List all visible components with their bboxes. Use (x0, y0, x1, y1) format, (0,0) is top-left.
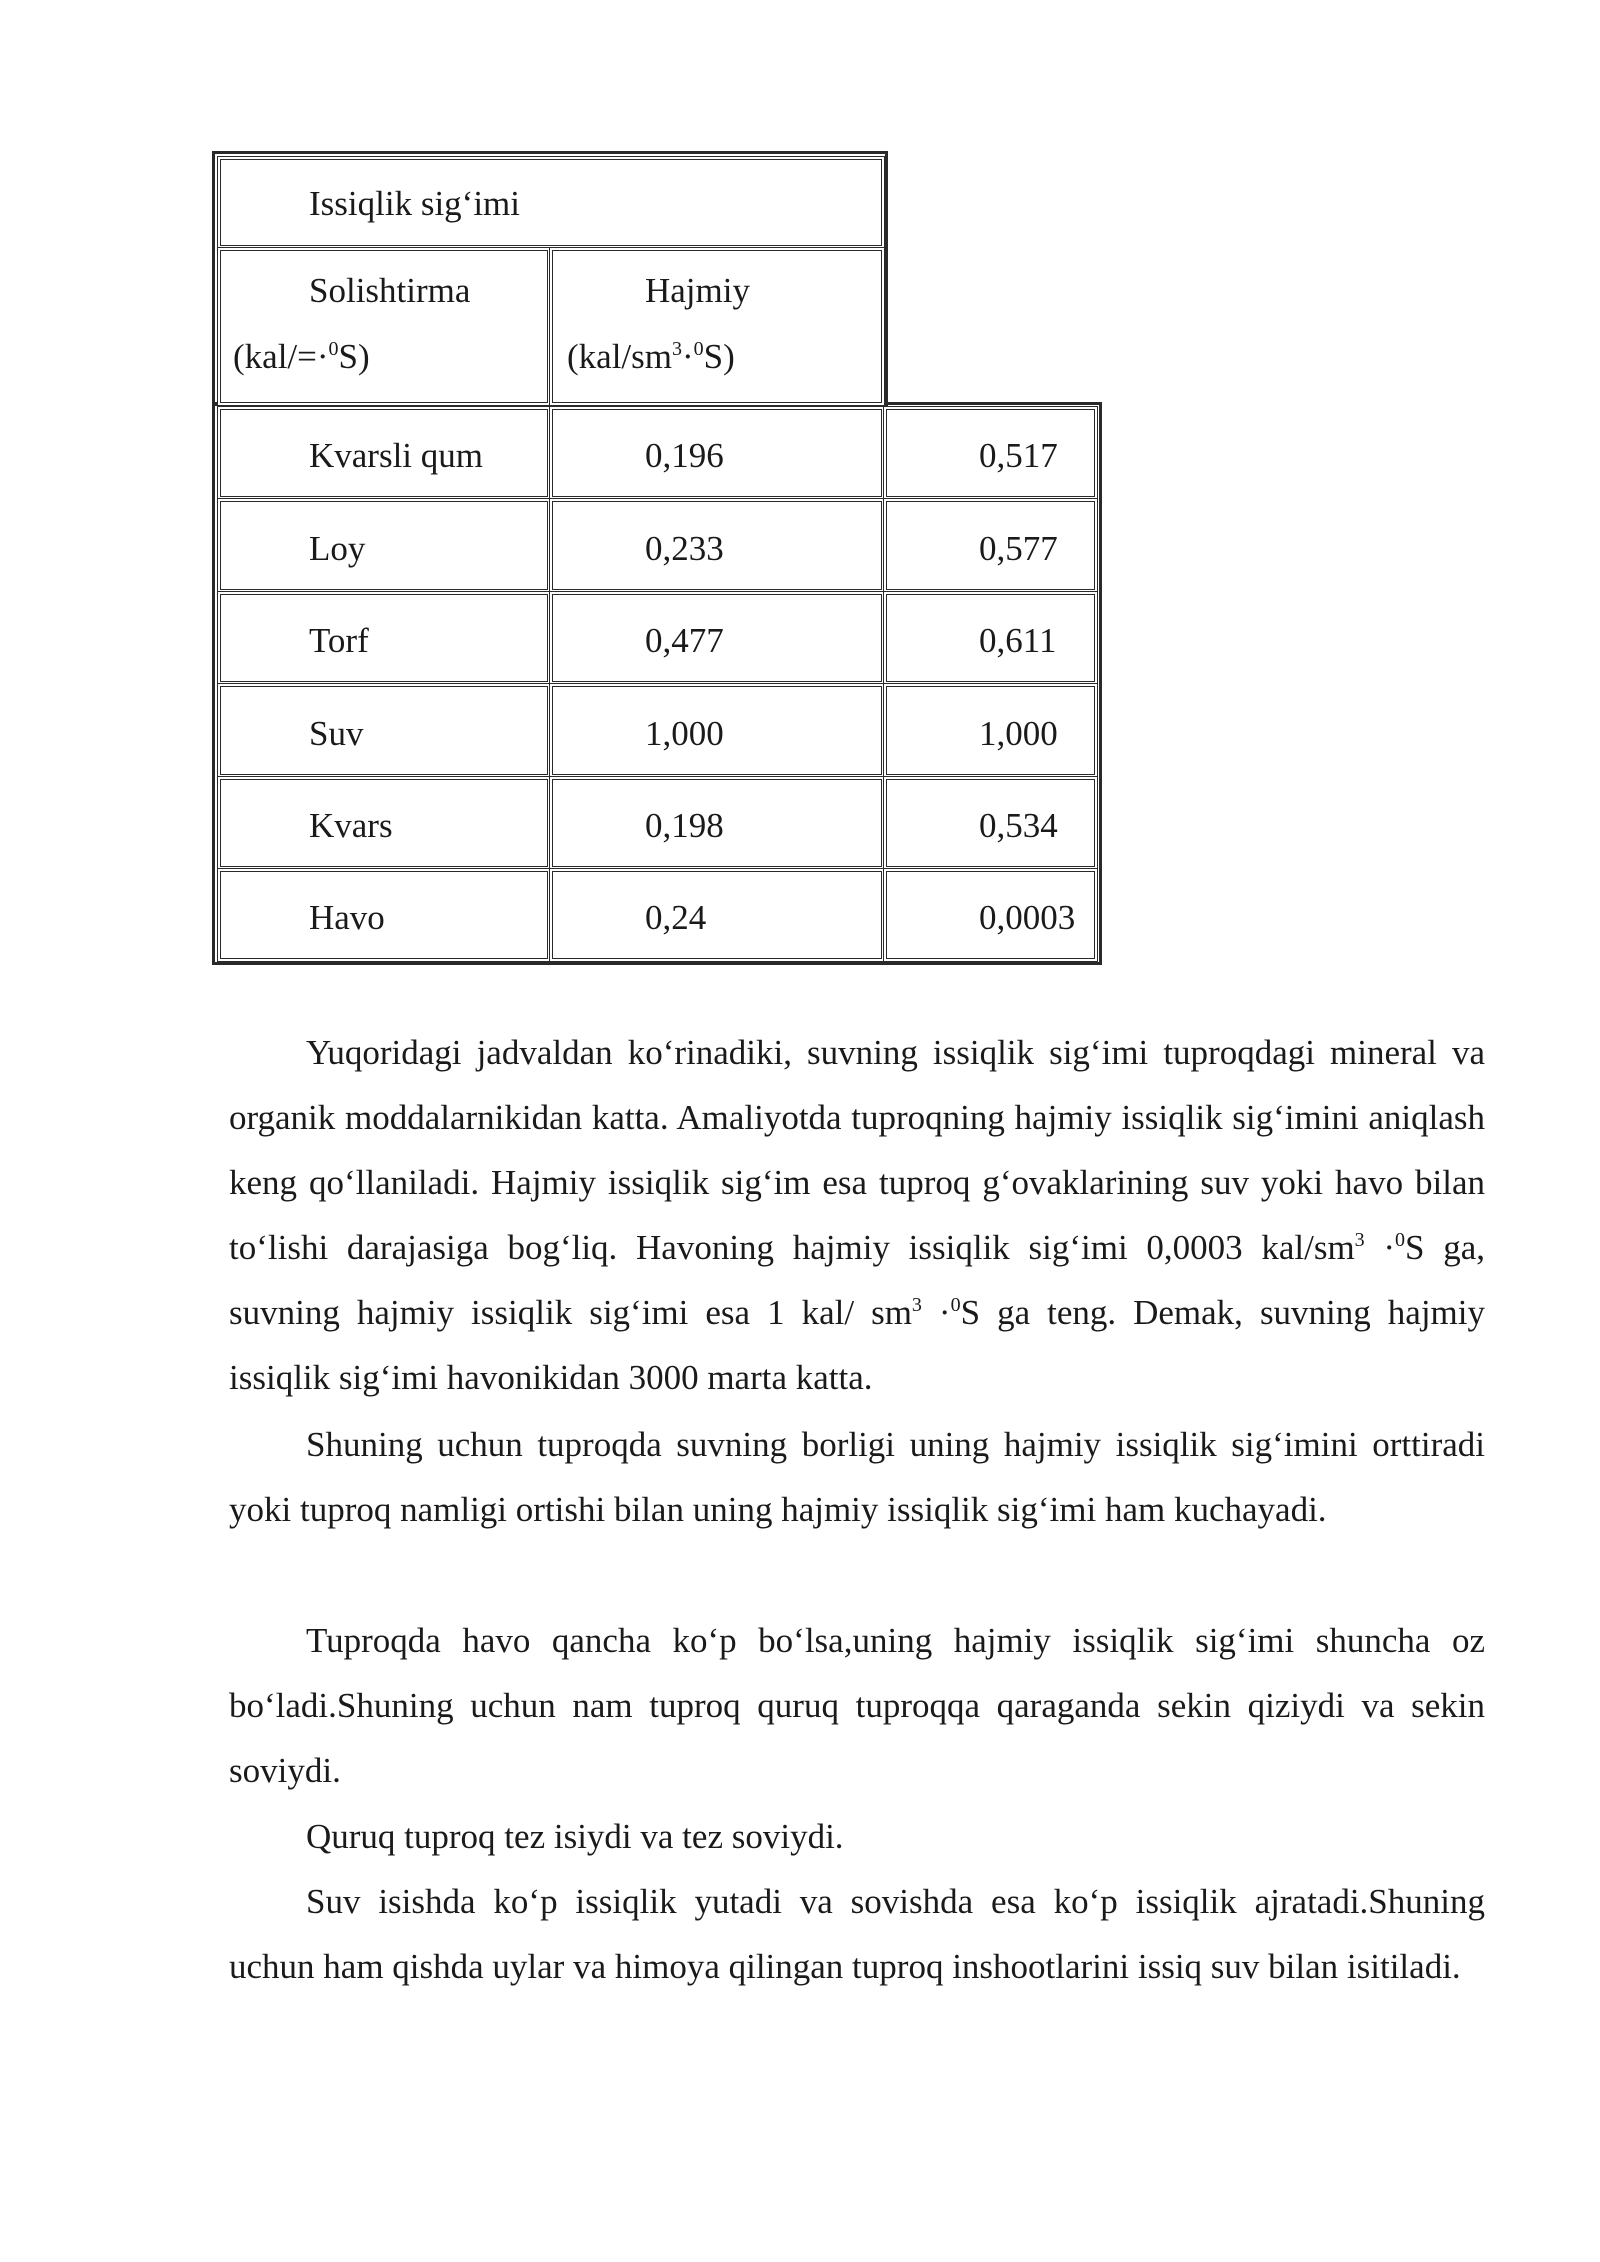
table-cell-volumetric: 1,000 (883, 683, 1098, 778)
table-cell-specific: 0,196 (549, 406, 885, 500)
table-cell-volumetric: 0,517 (883, 406, 1098, 500)
table-subheader-specific (217, 247, 551, 406)
table-cell-name: Kvars (217, 776, 551, 870)
volumetric-unit: $(kal/sm^3\cdot^0S)$ (567, 337, 735, 376)
table-cell-volumetric: 0,0003 (883, 868, 1098, 962)
specific-label: Solishtirma (309, 271, 471, 310)
table-cell-specific: 1,000 (549, 683, 885, 778)
table-header-title: Issiqlik sig‘imi (309, 184, 520, 223)
paragraph-4: Quruq tuproq tez isiydi va tez soviydi. (306, 1817, 844, 1856)
table-cell-specific: 0,198 (549, 776, 885, 870)
table-cell-name: Kvarsli qum (217, 406, 551, 500)
volumetric-label: Hajmiy (645, 271, 750, 310)
table-cell-volumetric: 0,577 (883, 498, 1098, 593)
paragraph-3: Tuproqda havo qancha ko‘p bo‘lsa,uning hajmiy issiqlik sig‘imi shuncha oz bo‘ladi.Shuning uchun nam tuproq quruq tuproqqa qaraganda sekin qiziydi va sekin soviydi. (229, 1621, 1485, 1790)
table-subheader-volumetric (549, 247, 885, 406)
table-cell-volumetric: 0,611 (883, 591, 1098, 685)
table-cell-volumetric: 0,534 (883, 776, 1098, 870)
table-cell-specific: 0,233 (549, 498, 885, 593)
paragraph-5: Suv isishda ko‘p issiqlik yutadi va sovishda esa ko‘p issiqlik ajratadi.Shuning uchun ham qishda uylar va himoya qilingan tuproq inshootlarini issiq suv bilan isitiladi. (229, 1882, 1485, 1986)
specific-unit: (kal/=·$^0$S) (233, 337, 370, 376)
table-cell-name: Loy (217, 498, 551, 593)
table-cell-specific: 0,24 (549, 868, 885, 962)
paragraph-2: Shuning uchun tuproqda suvning borligi uning hajmiy issiqlik sig‘imini orttiradi yoki tuproq namligi ortishi bilan uning hajmiy issiqlik sig‘imi ham kuchayadi. (229, 1425, 1485, 1529)
table-header-cell (217, 156, 885, 249)
table-cell-name: Torf (217, 591, 551, 685)
table-cell-specific: 0,477 (549, 591, 885, 685)
table-cell-name: Suv (217, 683, 551, 778)
table-cell-name: Havo (217, 868, 551, 962)
paragraph-1: Yuqoridagi jadvaldan ko‘rinadiki, suvning issiqlik sig‘imi tuproqdagi mineral va organik moddalarnikidan katta. Amaliyotda tuproqning hajmiy issiqlik sig‘imini aniqlash keng qo‘llaniladi. Hajmiy issiqlik sig‘im esa tuproq g‘ovaklarining suv yoki havo bilan to‘lishi darajasiga bog‘liq. Havoning hajmiy issiqlik sig‘imi 0,0003 kal/$sm^3 \cdot^0S$ ga, suvning hajmiy issiqlik sig‘imi esa 1 kal/ $sm^3 \cdot^0S$ ga teng. Demak, suvning hajmiy issiqlik sig‘imi havonikidan 3000 marta katta. (229, 1033, 1486, 1397)
